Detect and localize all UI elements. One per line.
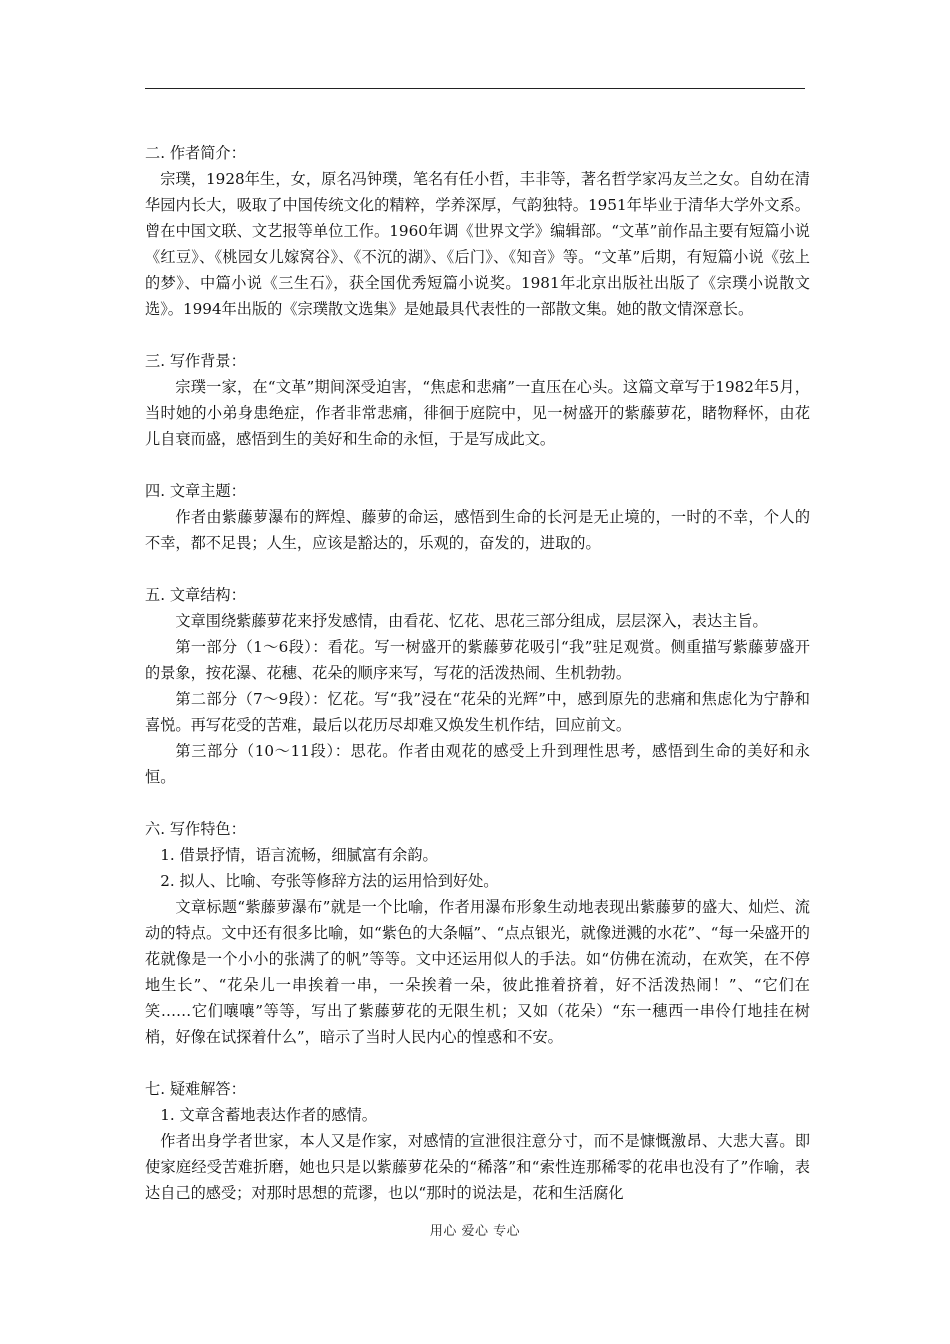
page-footer: 用心 爱心 专心 xyxy=(429,1224,521,1239)
document-body xyxy=(145,140,810,1206)
structure-paragraph-2: 第一部分（1～6段）：看花。写一树盛开的紫藤萝花吸引“我”驻足观赏。侧重描写紫藤萝盛开的景象，按花瀑、花穗、花朵的顺序来写，写花的活泼热闹、生机勃勃。 xyxy=(145,638,810,682)
author-intro-paragraph: 宗璞，1928年生，女，原名冯钟璞，笔名有任小哲，丰非等，著名哲学家冯友兰之女。自幼在清华园内长大，吸取了中国传统文化的精粹，学养深厚，气韵独特。1951年毕业于清华大学外文系。曾在中国文联、文艺报等单位工作。1960年调《世界文学》编辑部。“文革”前作品主要有短篇小说《红豆》、《桃园女儿嫁窝谷》、《不沉的湖》、《后门》、《知音》等。“文革”后期，有短篇小说《弦上的梦》、中篇小说《三生石》，获全国优秀短篇小说奖。1981年北京出版社出版了《宗璞小说散文选》。1994年出版的《宗璞散文选集》是她最具代表性的一部散文集。她的散文情深意长。 xyxy=(145,170,810,318)
structure-paragraph-1: 文章围绕紫藤萝花来抒发感情，由看花、忆花、思花三部分组成，层层深入，表达主旨。 xyxy=(175,612,768,630)
section-heading-qa: 七. 疑难解答： xyxy=(145,1080,246,1098)
qa-paragraph: 作者出身学者世家，本人又是作家，对感情的宣泄很注意分寸，而不是慷慨激昂、大悲大喜。即使家庭经受苦难折磨，她也只是以紫藤萝花朵的“稀落”和“索性连那稀零的花串也没有了”作喻，表达自己的感受；对那时思想的荒谬，也以“那时的说法是，花和生活腐化 xyxy=(145,1132,810,1202)
section-heading-features: 六. 写作特色： xyxy=(145,820,246,838)
feature-item-1: 1. 借景抒情，语言流畅，细腻富有余韵。 xyxy=(160,846,438,864)
qa-item-1: 1. 文章含蓄地表达作者的感情。 xyxy=(160,1106,377,1124)
feature-item-2: 2. 拟人、比喻、夸张等修辞方法的运用恰到好处。 xyxy=(160,872,499,890)
structure-paragraph-4: 第三部分（10～11段）：思花。作者由观花的感受上升到理性思考，感悟到生命的美好和永恒。 xyxy=(145,742,810,786)
features-paragraph: 文章标题“紫藤萝瀑布”就是一个比喻，作者用瀑布形象生动地表现出紫藤萝的盛大、灿烂、流动的特点。文中还有很多比喻，如“紫色的大条幅”、“点点银光，就像迸溅的水花”、“每一朵盛开的花就像是一个小小的张满了的帆”等等。文中还运用似人的手法。如“仿佛在流动，在欢笑，在不停地生长”、“花朵儿一串挨着一串，一朵挨着一朵，彼此推着挤着，好不活泼热闹！”、“它们在笑……它们嚷嚷”等等，写出了紫藤萝花的无限生机；又如（花朵）“东一穗西一串伶仃地挂在树梢，好像在试探着什么”，暗示了当时人民内心的惶惑和不安。 xyxy=(145,898,810,1046)
section-heading-author: 二. 作者简介： xyxy=(145,144,246,162)
header-rule xyxy=(145,88,805,89)
section-heading-structure: 五. 文章结构： xyxy=(145,586,246,604)
theme-paragraph: 作者由紫藤萝瀑布的辉煌、藤萝的命运，感悟到生命的长河是无止境的，一时的不幸，个人的不幸，都不足畏；人生，应该是豁达的，乐观的，奋发的，进取的。 xyxy=(145,508,810,552)
section-heading-theme: 四. 文章主题： xyxy=(145,482,246,500)
background-paragraph: 宗璞一家，在“文革”期间深受迫害，“焦虑和悲痛”一直压在心头。这篇文章写于1982年5月，当时她的小弟身患绝症，作者非常悲痛，徘徊于庭院中，见一树盛开的紫藤萝花，睹物释怀，由花儿自衰而盛，感悟到生的美好和生命的永恒，于是写成此文。 xyxy=(145,378,810,448)
section-heading-background: 三. 写作背景： xyxy=(145,352,246,370)
structure-paragraph-3: 第二部分（7～9段）：忆花。写“我”浸在“花朵的光辉”中，感到原先的悲痛和焦虑化为宁静和喜悦。再写花受的苦难，最后以花历尽却难又焕发生机作结，回应前文。 xyxy=(145,690,810,734)
